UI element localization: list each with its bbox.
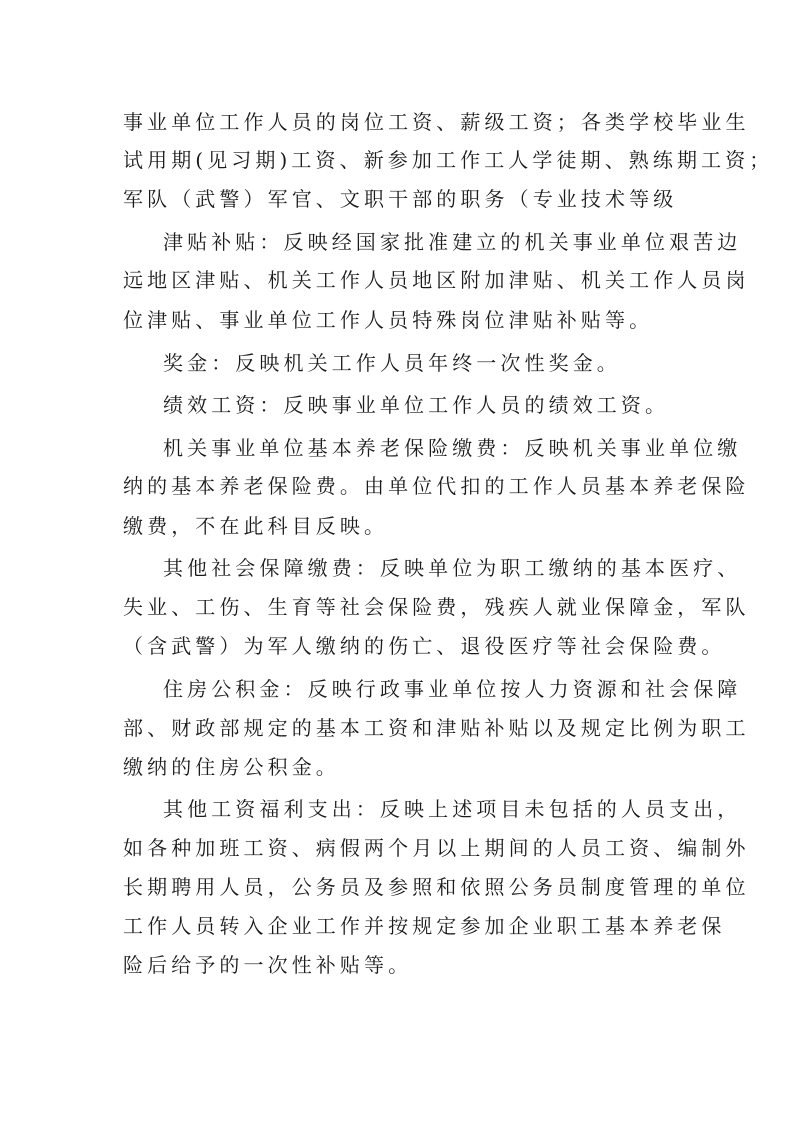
paragraph-start-social-security: 其他社会保障缴费：反映单位为职工缴纳的基本医疗、 xyxy=(163,556,742,580)
paragraph-start-allowance: 津贴补贴：反映经国家批准建立的机关事业单位艰苦边 xyxy=(163,230,742,254)
text-line: 部、财政部规定的基本工资和津贴补贴以及规定比例为职工 xyxy=(123,716,750,740)
text-line: 如各种加班工资、病假两个月以上期间的人员工资、编制外 xyxy=(123,836,750,860)
paragraph-start-housing-fund: 住房公积金：反映行政事业单位按人力资源和社会保障 xyxy=(163,677,742,701)
text-line: 缴纳的住房公积金。 xyxy=(123,755,340,779)
text-line: 试用期(见习期)工资、新参加工作工人学徒期、熟练期工资； xyxy=(123,148,774,172)
text-line: 工作人员转入企业工作并按规定参加企业职工基本养老保 xyxy=(123,914,726,938)
text-line: 事业单位工作人员的岗位工资、薪级工资；各类学校毕业生 xyxy=(123,110,750,134)
text-line: （含武警）为军人缴纳的伤亡、退役医疗等社会保险费。 xyxy=(123,634,726,658)
text-line: 缴费，不在此科目反映。 xyxy=(123,514,389,538)
text-line: 远地区津贴、机关工作人员地区附加津贴、机关工作人员岗 xyxy=(123,268,750,292)
paragraph-start-other-welfare: 其他工资福利支出：反映上述项目未包括的人员支出， xyxy=(163,797,742,821)
paragraph-start-bonus: 奖金：反映机关工作人员年终一次性奖金。 xyxy=(163,351,621,375)
text-line: 险后给予的一次性补贴等。 xyxy=(123,953,413,977)
text-line: 失业、工伤、生育等社会保险费，残疾人就业保障金，军队 xyxy=(123,595,750,619)
paragraph-start-pension-insurance: 机关事业单位基本养老保险缴费：反映机关事业单位缴 xyxy=(163,436,742,460)
text-line: 长期聘用人员，公务员及参照和依照公务员制度管理的单位 xyxy=(123,875,750,899)
text-line: 军队（武警）军官、文职干部的职务（专业技术等级 xyxy=(123,187,678,211)
text-line: 位津贴、事业单位工作人员特殊岗位津贴补贴等。 xyxy=(123,308,654,332)
text-line: 纳的基本养老保险费。由单位代扣的工作人员基本养老保险 xyxy=(123,474,750,498)
paragraph-start-performance-pay: 绩效工资：反映事业单位工作人员的绩效工资。 xyxy=(163,393,670,417)
